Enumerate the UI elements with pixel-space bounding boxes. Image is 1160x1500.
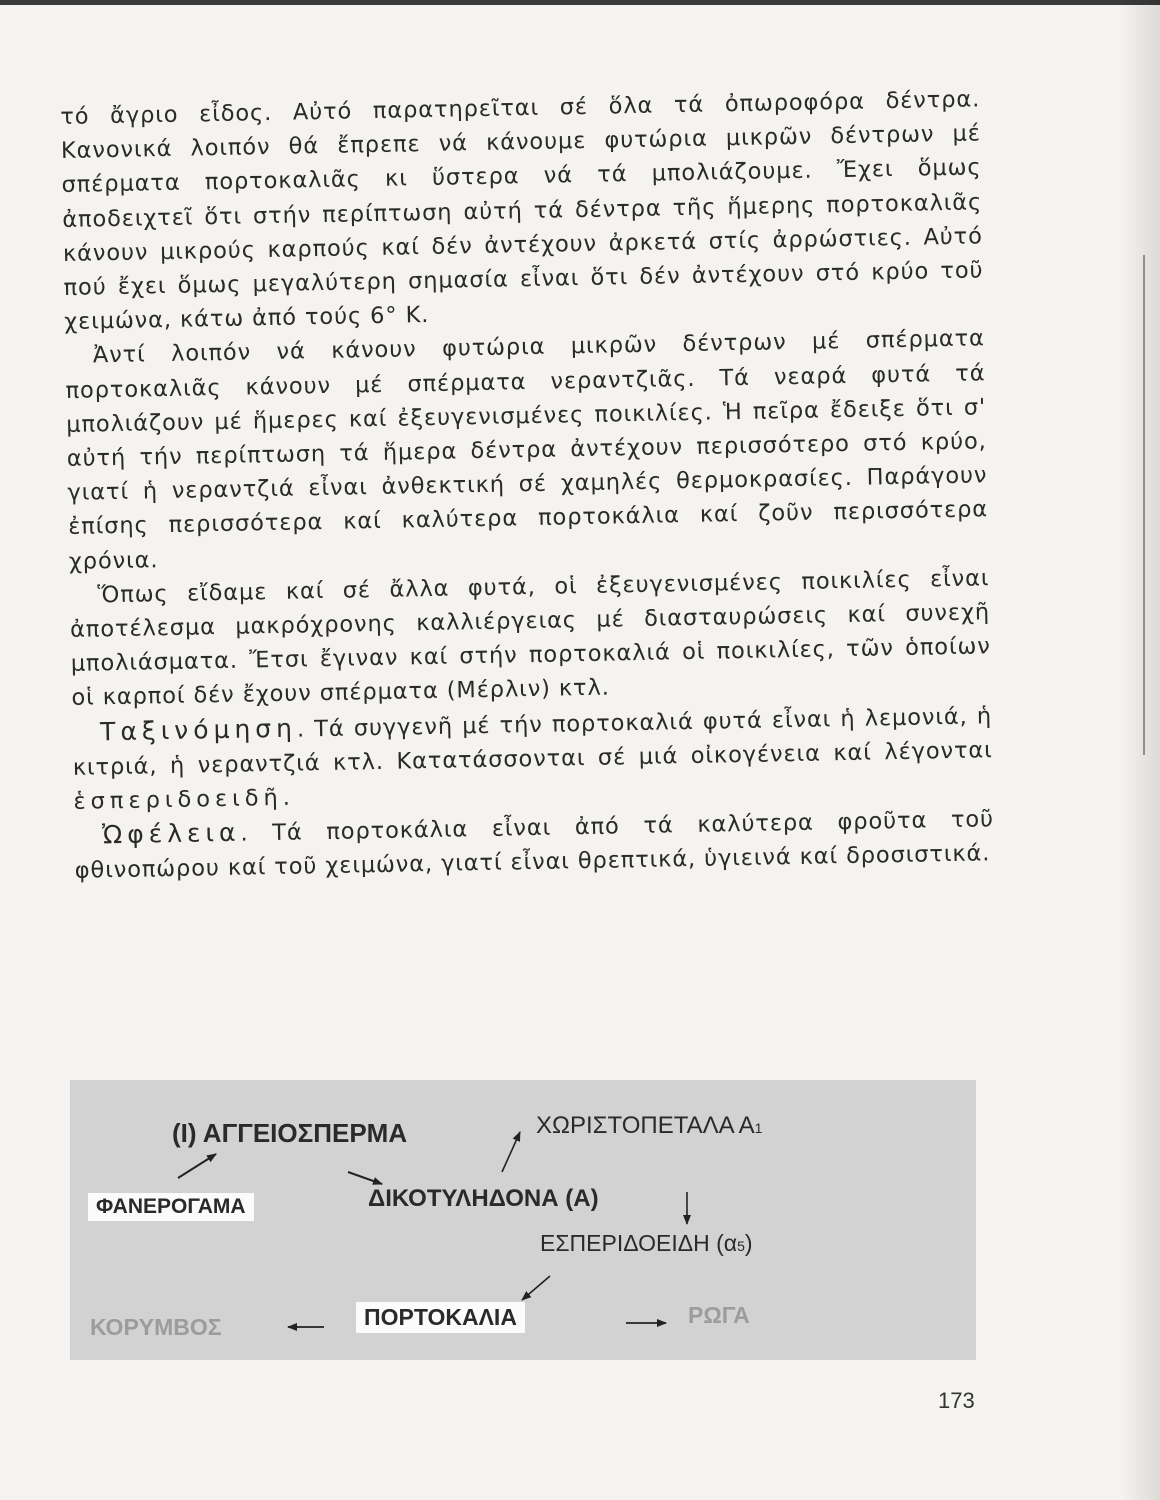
label-esperidoeidi [540, 1230, 753, 1257]
label-dikotylidona: ΔΙΚΟΤΥΛΗΔΟΝΑ (Α) [368, 1185, 599, 1212]
arrow-angiosperma-to-dikotylidona [348, 1172, 382, 1184]
label-korymvos: ΚΟΡΥΜΒΟΣ [90, 1314, 222, 1340]
page-top-edge [0, 0, 1160, 5]
paragraph-1 [60, 82, 984, 339]
classification-diagram [70, 1080, 976, 1360]
margin-rule [1143, 255, 1145, 755]
heading-classification: Ταξινόμηση [99, 713, 298, 746]
label-fanerogama: ΦΑΝΕΡΟΓΑΜΑ [88, 1193, 254, 1221]
arrow-fanerogama-to-angiosperma [178, 1154, 216, 1178]
label-choristopetala-text: ΧΩΡΙΣΤΟΠΕΤΑΛΑ Α [536, 1112, 755, 1139]
heading-benefits: Ὠφέλεια [101, 817, 241, 850]
page-number: 173 [938, 1388, 975, 1413]
label-esperidoeidi-close: ) [744, 1230, 753, 1256]
label-esperidoeidi-text: ΕΣΠΕΡΙΔΟΕΙΔΗ (α [540, 1230, 738, 1256]
arrow-esperidoeidi-to-portokalia [522, 1276, 550, 1300]
label-portokalia: ΠΟΡΤΟΚΑΛΙΑ [356, 1302, 525, 1333]
classification-end: . [282, 784, 292, 811]
label-roga: ΡΩΓΑ [688, 1302, 750, 1328]
paragraph-1-text: τό ἄγριο εἶδος. Αὐτό παρατηρεῖται σέ ὅλα τά ὀπωροφόρα δέντρα. Κανονικά λοιπόν θά ἔπρεπε νά κάνουμε φυτώρια μικρῶν δέντρων μέ σπέρματα πορτοκαλιᾶς κι ὕστερα νά τά μπολιάζουμε. Ἔχει ὅμως ἀποδειχτεῖ ὅτι στήν περίπτωση αὐτή τά δέντρα τῆς ἥμερης πορτοκαλιᾶς κάνουν μικρούς καρπούς καί δέν ἀντέχουν ἀρκετά στίς ἀρρώστιες. Αὐτό πού ἔχει ὅμως μεγαλύτερη σημασία εἶναι ὅτι δέν ἀντέχουν στό κρύο τοῦ χειμώνα, κάτω ἀπό τούς 6° Κ. [60, 86, 984, 336]
label-esperidoeidi-sub: 5 [737, 1238, 745, 1254]
classification-text: . Τά συγγενῆ μέ τήν πορτοκαλιά φυτά εἶναι ἡ λεμονιά, ἡ κιτριά, ἡ νεραντζιά κτλ. Κατατάσσονται σέ μιά οἰκογένεια καί λέγονται [72, 702, 993, 781]
paragraph-2 [65, 322, 989, 579]
page-gutter-shadow [1120, 0, 1160, 1500]
term-esperidoeidi: ἑσπεριδοειδῆ [73, 784, 284, 815]
label-choristopetala [536, 1112, 762, 1140]
label-choristopetala-sub: 1 [754, 1120, 763, 1136]
paragraph-3-text: Ὅπως εἴδαμε καί σέ ἄλλα φυτά, οἱ ἐξευγενισμένες ποικιλίες εἶναι ἀποτέλεσμα μακρόχρονης καλλιέργειας μέ διασταυρώσεις καί συνεχῆ μπολιάσματα. Ἔτσι ἔγιναν καί στήν πορτοκαλιά οἱ ποικιλίες, τῶν ὁποίων οἱ καρποί δέν ἔχουν σπέρματα (Μέρλιν) κτλ. [69, 565, 991, 712]
arrow-dikotylidona-to-choristopetala [502, 1132, 520, 1172]
paragraph-classification [72, 698, 994, 819]
body-text [60, 82, 995, 888]
benefits-text: . Τά πορτοκάλια εἶναι ἀπό τά καλύτερα φροῦτα τοῦ φθινοπώρου καί τοῦ χειμώνα, γιατί εἶναι θρεπτικά, ὑγιεινά καί δροσιστικά. [74, 806, 995, 885]
paragraph-3 [69, 561, 991, 715]
paragraph-2-text: Ἀντί λοιπόν νά κάνουν φυτώρια μικρῶν δέντρων μέ σπέρματα πορτοκαλιᾶς κάνουν μέ σπέρματα νεραντζιᾶς. Τά νεαρά φυτά τά μπολιάζουν μέ ἥμερες καί ἐξευγενισμένες ποικιλίες. Ἡ πεῖρα ἔδειξε ὅτι σ' αὐτή τήν περίπτωση τά ἥμερα δέντρα ἀντέχουν περισσότερο στό κρύο, γιατί ἡ νεραντζιά εἶναι ἀνθεκτική σέ χαμηλές θερμοκρασίες. Παράγουν ἐπίσης περισσότερα καί καλύτερα πορτοκάλια καί ζοῦν περισσότερα χρόνια. [65, 325, 989, 575]
label-angiosperma: (Ι) ΑΓΓΕΙΟΣΠΕΡΜΑ [172, 1118, 408, 1148]
